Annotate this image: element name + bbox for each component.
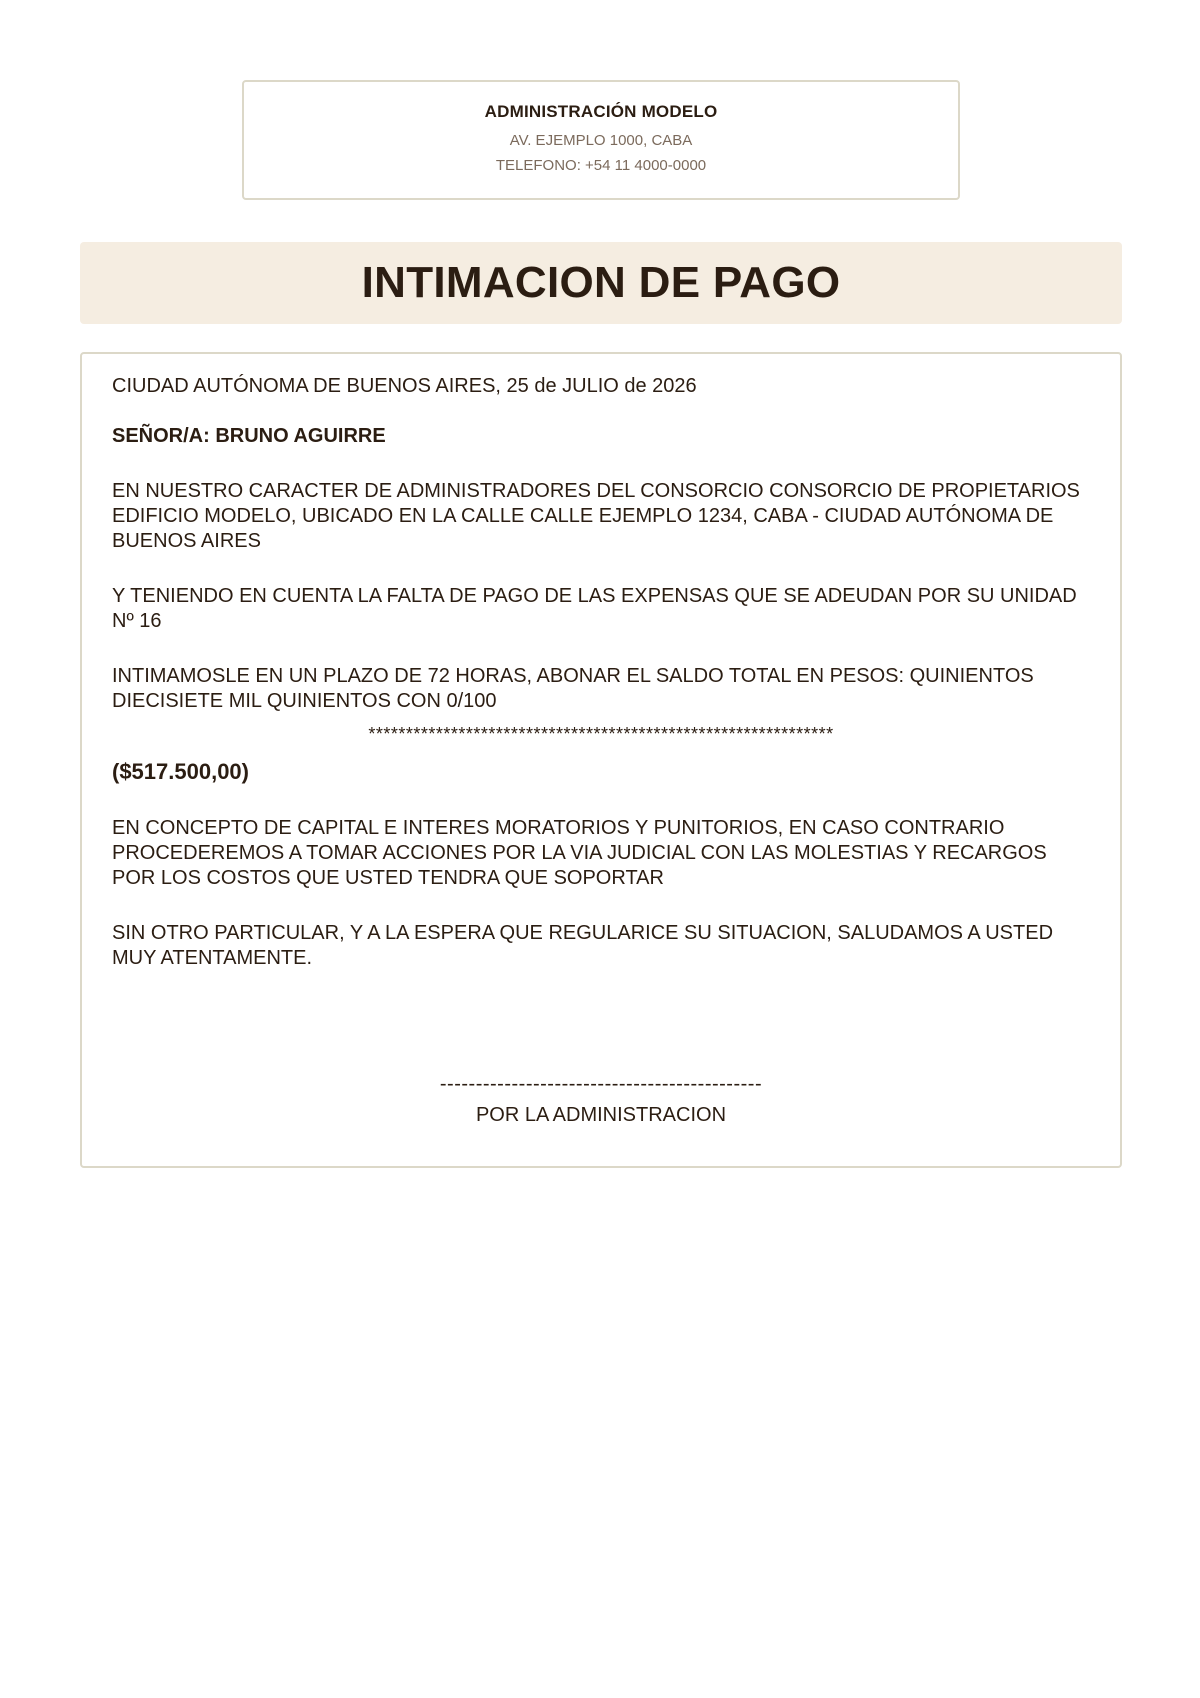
paragraph-demand: INTIMAMOSLE EN UN PLAZO DE 72 HORAS, ABONAR EL SALDO TOTAL EN PESOS: QUINIENTOS DIECISIETE MIL QUINIENTOS CON 0/100 [112,665,1034,712]
paragraph-closing: SIN OTRO PARTICULAR, Y A LA ESPERA QUE REGULARICE SU SITUACION, SALUDAMOS A USTED MUY ATENTAMENTE. [112,922,1054,969]
signature-label: POR LA ADMINISTRACION [475,1104,727,1126]
signature-line: --------------------------------------------- [439,1073,763,1095]
paragraph-administrators: EN NUESTRO CARACTER DE ADMINISTRADORES DEL CONSORCIO CONSORCIO DE PROPIETARIOS EDIFICIO MODELO, UBICADO EN LA CALLE CALLE EJEMPLO 1234, CABA - CIUDAD AUTÓNOMA DE BUENOS AIRES [112,480,1080,552]
paragraph-concept: EN CONCEPTO DE CAPITAL E INTERES MORATORIOS Y PUNITORIOS, EN CASO CONTRARIO PROCEDEREMOS A TOMAR ACCIONES POR LA VIA JUDICIAL CON LAS MOLESTIAS Y RECARGOS POR LOS COSTOS QUE USTED TENDRA QUE SOPORTAR [112,817,1047,889]
addressee: SEÑOR/A: BRUNO AGUIRRE [112,425,386,447]
document-title: INTIMACION DE PAGO [361,258,841,307]
paragraph-unpaid-expenses: Y TENIENDO EN CUENTA LA FALTA DE PAGO DE LAS EXPENSAS QUE SE ADEUDAN POR SU UNIDAD Nº 16 [112,585,1077,632]
asterisk-line: ************************************************************** [368,724,834,744]
date-line: CIUDAD AUTÓNOMA DE BUENOS AIRES, 25 de JULIO de 2026 [112,375,697,397]
administration-phone: TELEFONO: +54 11 4000-0000 [495,157,707,174]
title-band [80,242,1122,324]
letterhead-box [242,80,960,200]
administration-address: AV. EJEMPLO 1000, CABA [509,132,693,149]
administration-name: ADMINISTRACIÓN MODELO [484,102,718,121]
letter-body [80,352,1122,1168]
amount-due: ($517.500,00) [112,759,249,784]
signature-block [82,1072,1120,1128]
